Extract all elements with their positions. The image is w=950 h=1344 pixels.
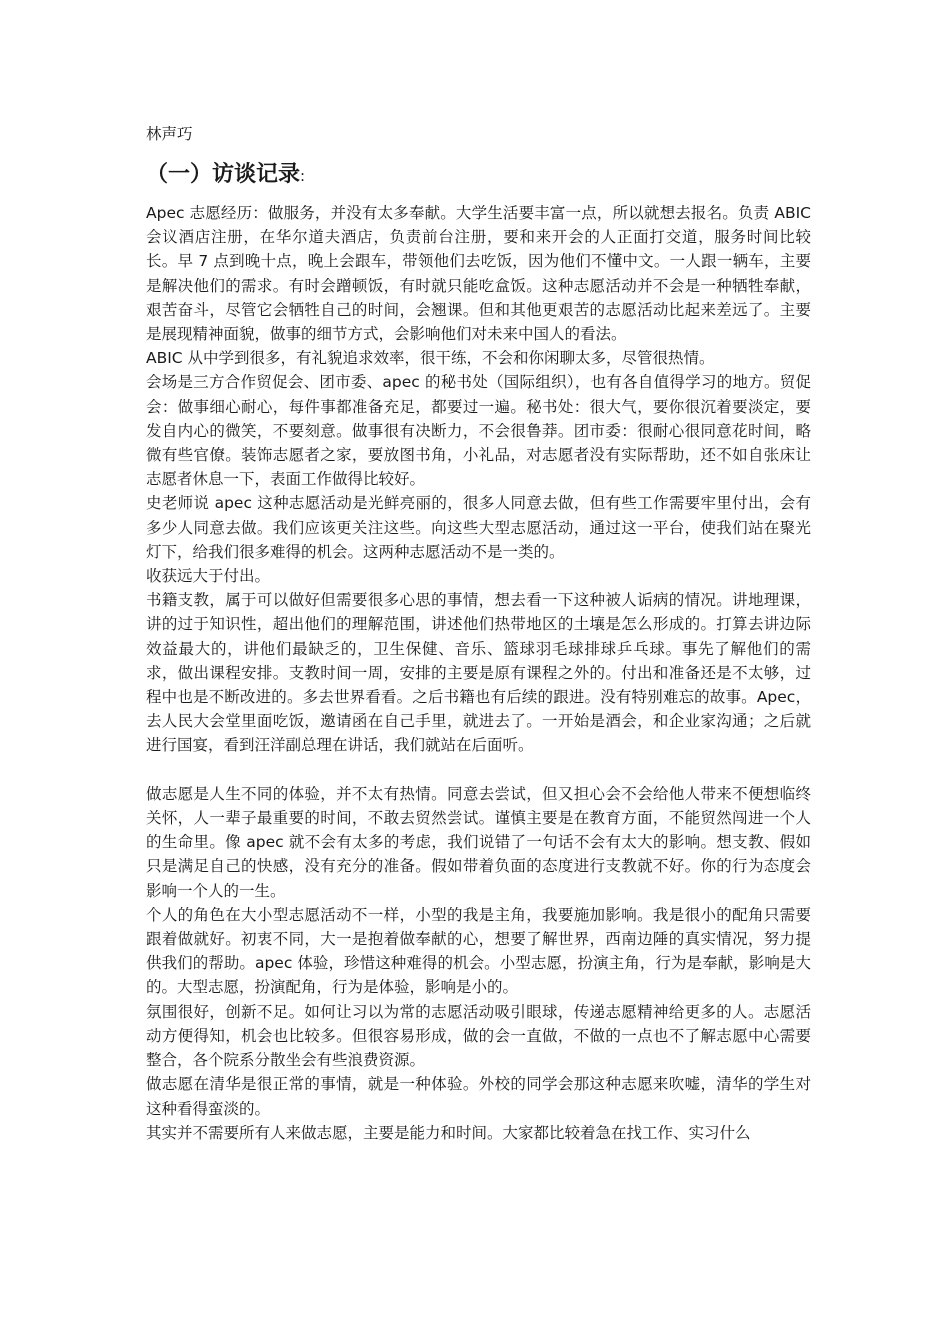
document-body xyxy=(146,201,811,1145)
paragraph: 个人的角色在大小型志愿活动不一样，小型的我是主角，我要施加影响。我是很小的配角只需要跟着做就好。初衷不同，大一是抱着做奉献的心，想要了解世界，西南边陲的真实情况，努力提供我们的帮助。apec 体验，珍惜这种难得的机会。小型志愿，扮演主角，行为是奉献，影响是大的。大型志愿，扮演配角，行为是体验，影响是小的。 xyxy=(146,905,811,997)
section-heading-title: （一）访谈记录 xyxy=(146,162,301,187)
section-heading-colon: : xyxy=(300,167,306,185)
paragraph: 做志愿是人生不同的体验，并不太有热情。同意去尝试，但又担心会不会给他人带来不便想临终关怀，人一辈子最重要的时间，不敢去贸然尝试。谨慎主要是在教育方面，不能贸然闯进一个人的生命里。像 apec 就不会有太多的考虑，我们说错了一句话不会有太大的影响。想支教、假如只是满足自己的快感，没有充分的准备。假如带着负面的态度进行支教就不好。你的行为态度会影响一个人的一生。 xyxy=(146,784,811,900)
paragraph: 其实并不需要所有人来做志愿，主要是能力和时间。大家都比较着急在找工作、实习什么 xyxy=(146,1123,751,1142)
paragraph: 收获远大于付出。 xyxy=(146,567,271,586)
paragraph: ABIC 从中学到很多，有礼貌追求效率，很干练，不会和你闲聊太多，尽管很热情。 xyxy=(146,349,715,368)
paragraph: 史老师说 apec 这种志愿活动是光鲜亮丽的，很多人同意去做，但有些工作需要牢里付出，会有多少人同意去做。我们应该更关注这些。向这些大型志愿活动，通过这一平台，使我们站在聚光灯下，给我们很多难得的机会。这两种志愿活动不是一类的。 xyxy=(146,494,811,561)
section-heading xyxy=(146,160,305,191)
paragraph: 书籍支教，属于可以做好但需要很多心思的事情，想去看一下这种被人诟病的情况。讲地理课，讲的过于知识性，超出他们的理解范围，讲述他们热带地区的土壤是怎么形成的。打算去讲边际效益最大的，讲他们最缺乏的，卫生保健、音乐、篮球羽毛球排球乒乓球。事先了解他们的需求，做出课程安排。支教时间一周，安排的主要是原有课程之外的。付出和准备还是不太够，过程中也是不断改进的。多去世界看看。之后书籍也有后续的跟进。没有特别难忘的故事。Apec，去人民大会堂里面吃饭，邀请函在自己手里，就进去了。一开始是酒会，和企业家沟通；之后就进行国宴，看到汪洋副总理在讲话，我们就站在后面听。 xyxy=(146,591,811,755)
paragraph: 做志愿在清华是很正常的事情，就是一种体验。外校的同学会那这种志愿来吹嘘，清华的学生对这种看得蛮淡的。 xyxy=(146,1075,811,1118)
paragraph: Apec 志愿经历：做服务，并没有太多奉献。大学生活要丰富一点，所以就想去报名。负责 ABIC 会议酒店注册，在华尔道夫酒店，负责前台注册，要和来开会的人正面打交道，服务时间比较长。早 7 点到晚十点，晚上会跟车，带领他们去吃饭，因为他们不懂中文。一人跟一辆车，主要是解决他们的需求。有时会蹭顿饭，有时就只能吃盒饭。这种志愿活动并不会是一种牺牲奉献，艰苦奋斗，尽管它会牺牲自己的时间，会翘课。但和其他更艰苦的志愿活动比起来差远了。主要是展现精神面貌，做事的细节方式，会影响他们对未来中国人的看法。 xyxy=(146,204,811,344)
paragraph: 氛围很好，创新不足。如何让习以为常的志愿活动吸引眼球，传递志愿精神给更多的人。志愿活动方便得知，机会也比较多。但很容易形成，做的会一直做，不做的一点也不了解志愿中心需要整合，各个院系分散坐会有些浪费资源。 xyxy=(146,1002,811,1070)
author-name: 林声巧 xyxy=(146,125,193,143)
paragraph: 会场是三方合作贸促会、团市委、apec 的秘书处（国际组织），也有各自值得学习的地方。贸促会：做事细心耐心，每件事都准备充足，都要过一遍。秘书处：很大气，要你很沉着要淡定，要发自内心的微笑，不要刻意。做事很有决断力，不会很鲁莽。团市委：很耐心很同意花时间，略微有些官僚。装饰志愿者之家，要放图书角，小礼品，对志愿者没有实际帮助，还不如自张床让志愿者休息一下，表面工作做得比较好。 xyxy=(146,373,811,489)
